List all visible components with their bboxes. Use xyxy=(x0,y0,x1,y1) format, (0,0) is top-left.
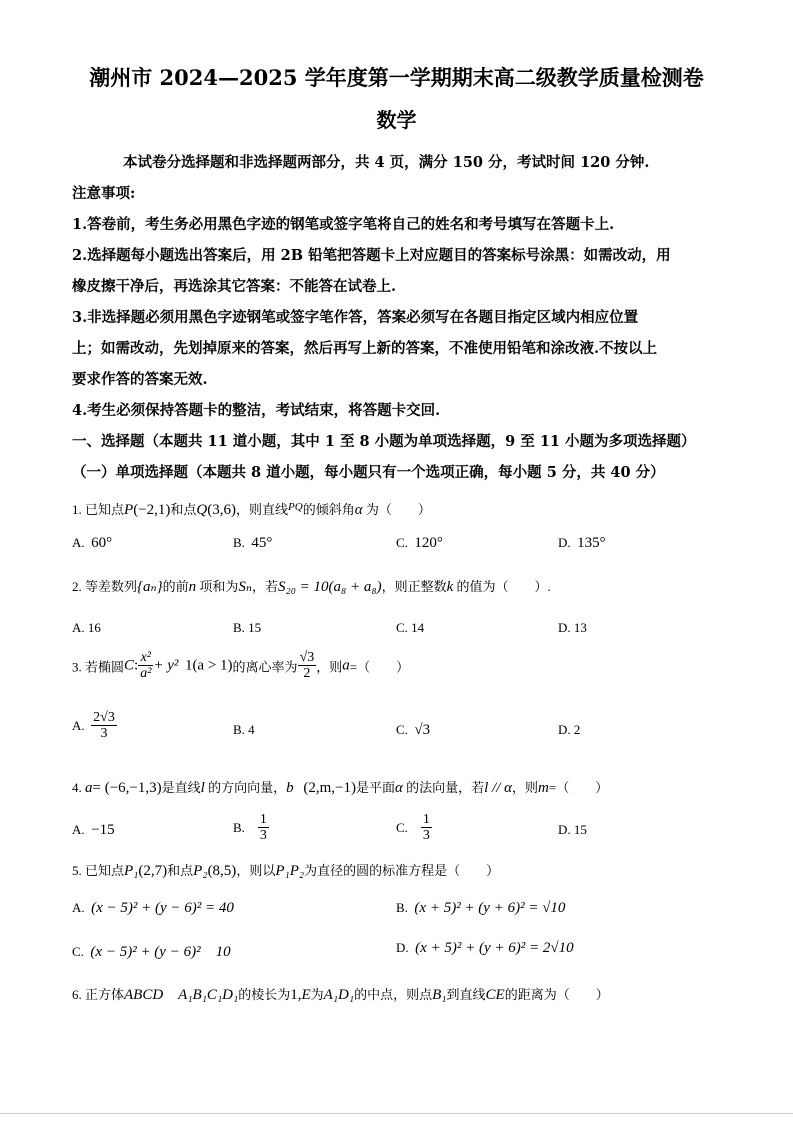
q4-option-a xyxy=(72,822,115,839)
q4-plane-alpha: α xyxy=(394,780,403,796)
q2-option-b: B. 15 xyxy=(233,620,262,635)
option-letter: A. xyxy=(72,535,85,550)
q3-condition: 1(a > 1) xyxy=(184,657,233,674)
q5-text: 和点 xyxy=(167,863,194,878)
option-letter: D. xyxy=(558,535,571,550)
q1-point-p-coords: (−2,1) xyxy=(133,502,171,518)
option-value: (x + 5)² + (y + 6)² = 2√10 xyxy=(415,940,574,956)
q4-vector-a-value: = (−6,−1,3) xyxy=(92,780,162,796)
option-value: √3 xyxy=(414,722,431,738)
q3-text: 3. 若椭圆 xyxy=(72,659,125,675)
q1-alpha: α xyxy=(354,502,363,518)
q4-vector-b: b xyxy=(286,780,294,796)
fraction-numerator: √3 xyxy=(299,650,315,665)
q4-condition: l // α xyxy=(484,780,512,796)
option-letter: C. xyxy=(396,819,408,835)
section-subtitle: （一）单项选择题（本题共 8 道小题，每小题只有一个选项正确，每小题 5 分，共 40 分） xyxy=(72,464,665,481)
q5-option-a xyxy=(72,900,234,917)
q3-option-b: B. 4 xyxy=(233,722,255,737)
question-6 xyxy=(72,983,609,1004)
fraction-denominator: 3 xyxy=(422,828,430,844)
option-letter: C. xyxy=(396,722,408,737)
option-letter: B. xyxy=(233,535,245,550)
note-3-line3: 要求作答的答案无效. xyxy=(72,371,208,388)
q2-text: 项和为 xyxy=(196,579,239,594)
fraction-numerator: 2√3 xyxy=(93,710,115,725)
question-5 xyxy=(72,860,499,880)
question-3: 3. 若椭圆C: $\frac{\text{x²}}{\text{a²}}$ + y² 1(a > 1)的离心率为 $\frac{√3}{2}$ ，则a=（ ） xyxy=(72,650,410,682)
q1-option-d xyxy=(558,535,606,552)
q6-cube: ABCD A₁B₁C₁D₁ xyxy=(124,987,239,1003)
q3-text: 的离心率为 xyxy=(232,659,298,675)
q1-point-q: Q xyxy=(196,502,208,518)
q2-option-a: A. 16 xyxy=(72,620,101,635)
q1-option-c xyxy=(396,535,443,552)
exam-title: 潮州市 2024—2025 学年度第一学期期末高二级教学质量检测卷 xyxy=(89,65,704,90)
option-letter: A. xyxy=(72,822,85,837)
fraction-numerator: 1 xyxy=(259,812,267,827)
option-letter: C. xyxy=(72,944,84,959)
option-letter: D. xyxy=(396,940,409,955)
q6-point-b1: B₁ xyxy=(432,987,447,1003)
q1-point-p: P xyxy=(124,502,134,518)
q6-text: , xyxy=(297,987,302,1003)
q2-equation: S₂₀ = 10(a₈ + a₈) xyxy=(277,579,382,595)
q5-option-b xyxy=(396,900,565,917)
option-letter: B. xyxy=(233,819,245,835)
q4-text: 是平面 xyxy=(355,780,395,795)
option-value: (x − 5)² + (y − 6)² = 40 xyxy=(91,900,234,916)
q1-point-q-coords: (3,6) xyxy=(207,502,236,518)
question-4 xyxy=(72,777,608,797)
q1-text: 1. 已知点 xyxy=(72,502,125,517)
note-4: 4.考生必须保持答题卡的整洁，考试结束，将答题卡交回. xyxy=(72,402,441,419)
q6-text: 6. 正方体 xyxy=(72,987,125,1002)
q1-text: 和点 xyxy=(170,502,197,517)
q4-line-l: l xyxy=(200,780,205,796)
q6-text: 的中点，则点 xyxy=(354,987,433,1002)
fraction-denominator: 2 xyxy=(303,666,311,682)
q5-point-p2: P₂ xyxy=(193,863,208,879)
q3-option-c xyxy=(396,722,430,739)
q2-option-c: C. 14 xyxy=(396,620,425,635)
option-fraction xyxy=(91,710,117,742)
fraction-numerator: x² xyxy=(138,650,153,666)
q3-ellipse-fraction xyxy=(138,650,153,682)
q1-option-b xyxy=(233,535,272,552)
fraction-numerator: 1 xyxy=(422,812,430,827)
intro-text: 本试卷分选择题和非选择题两部分，共 4 页，满分 150 分，考试时间 120 分钟. xyxy=(123,154,650,171)
q3-option-a xyxy=(72,710,117,742)
note-2-line1: 2.选择题每小题选出答案后，用 2B 铅笔把答题卡上对应题目的答案标号涂黑：如需改动，用 xyxy=(72,247,671,264)
q4-option-b xyxy=(233,812,269,844)
q4-option-d: D. 15 xyxy=(558,822,587,837)
q5-point-p2-coords: (8,5) xyxy=(207,863,237,879)
q6-text: 的距离为（ ） xyxy=(504,987,609,1002)
notes-heading: 注意事项: xyxy=(72,185,136,202)
q2-n: n xyxy=(188,579,197,595)
q6-edge-length: 1 xyxy=(290,987,298,1003)
q3-a: a xyxy=(342,657,350,674)
q2-text: 2. 等差数列 xyxy=(72,579,138,594)
q4-vector-b-value: (2,m,−1) xyxy=(303,780,356,796)
q4-text: 的法向量，若 xyxy=(402,780,485,795)
option-value: 60° xyxy=(91,535,113,551)
option-fraction xyxy=(258,812,269,844)
q1-option-a xyxy=(72,535,112,552)
q6-line-ce: CE xyxy=(485,987,505,1003)
note-3-line2: 上；如需改动，先划掉原来的答案，然后再写上新的答案，不准使用铅笔和涂改液.不按以上 xyxy=(72,340,658,357)
fraction-denominator: 3 xyxy=(259,828,267,844)
q4-vector-a: a xyxy=(85,780,93,796)
q6-text: 的棱长为 xyxy=(238,987,291,1002)
q1-line-pq: PQ xyxy=(288,501,303,513)
option-value: 45° xyxy=(251,535,273,551)
q5-segment: P₁P₂ xyxy=(275,863,305,879)
q3-ellipse-rest: + y² xyxy=(153,657,179,674)
q5-text: ，则以 xyxy=(236,863,276,878)
q3-text: =（ ） xyxy=(349,659,410,675)
q5-option-c xyxy=(72,940,231,961)
note-3-line1: 3.非选择题必须用黑色字迹钢笔或签字笔作答，答案必须写在各题目指定区域内相应位置 xyxy=(72,309,639,326)
q2-text: 的前 xyxy=(162,579,189,594)
q3-text: ，则 xyxy=(316,659,343,675)
q6-point-e: E xyxy=(301,987,311,1003)
q2-text: 的值为（ ）. xyxy=(453,579,551,594)
option-value: (x + 5)² + (y + 6)² = √10 xyxy=(414,900,566,916)
subject-title: 数学 xyxy=(376,108,417,132)
q4-option-c xyxy=(396,812,432,844)
option-letter: C. xyxy=(396,535,408,550)
q2-k: k xyxy=(446,579,454,595)
option-value: 120° xyxy=(414,535,443,551)
option-value: 135° xyxy=(577,535,606,551)
option-fraction xyxy=(421,812,432,844)
q4-text: =（ ） xyxy=(548,780,609,795)
q5-point-p1-coords: (2,7) xyxy=(138,863,168,879)
page-bottom-divider xyxy=(0,1113,793,1114)
fraction-denominator: 3 xyxy=(100,726,108,742)
q2-option-d: D. 13 xyxy=(558,620,587,635)
q6-segment-a1d1: A₁D₁ xyxy=(323,987,355,1003)
q2-text: ，则正整数 xyxy=(381,579,447,594)
q4-text: 是直线 xyxy=(161,780,201,795)
option-value: (x − 5)² + (y − 6)² 10 xyxy=(90,944,231,960)
q4-text: 4. xyxy=(72,780,82,795)
question-2 xyxy=(72,576,551,596)
q5-text: 5. 已知点 xyxy=(72,863,125,878)
q1-text: ，则直线 xyxy=(236,502,289,517)
q4-text: ，则 xyxy=(512,780,539,795)
option-letter: A. xyxy=(72,900,85,915)
q6-text: 为 xyxy=(310,987,324,1002)
option-letter: A. xyxy=(72,717,85,733)
option-letter: B. xyxy=(396,900,408,915)
q2-sequence: {aₙ} xyxy=(137,579,163,595)
q6-text: 到直线 xyxy=(446,987,486,1002)
q2-text: ，若 xyxy=(251,579,278,594)
q2-sn: Sₙ xyxy=(238,579,252,595)
fraction-denominator: a² xyxy=(140,666,152,682)
note-2-line2: 橡皮擦干净后，再选涂其它答案：不能答在试卷上. xyxy=(72,278,397,295)
question-1 xyxy=(72,499,431,519)
q5-text: 为直径的圆的标准方程是（ ） xyxy=(304,863,500,878)
q4-m: m xyxy=(538,780,549,796)
section-title: 一、选择题（本题共 11 道小题，其中 1 至 8 小题为单项选择题，9 至 11 小题为多项选择题） xyxy=(72,433,696,450)
note-1: 1.答卷前，考生务必用黑色字迹的钢笔或签字笔将自己的姓名和考号填写在答题卡上. xyxy=(72,216,615,233)
q4-text: 的方向向量， xyxy=(204,780,287,795)
q3-eccentricity xyxy=(298,650,317,682)
q3-option-d: D. 2 xyxy=(558,722,581,737)
q3-ellipse-c: C xyxy=(124,657,135,674)
option-value: −15 xyxy=(91,822,115,838)
q1-text: 的倾斜角 xyxy=(302,502,355,517)
q5-option-d xyxy=(396,940,574,957)
q1-text: 为（ ） xyxy=(362,502,431,517)
q5-point-p1: P₁ xyxy=(124,863,139,879)
